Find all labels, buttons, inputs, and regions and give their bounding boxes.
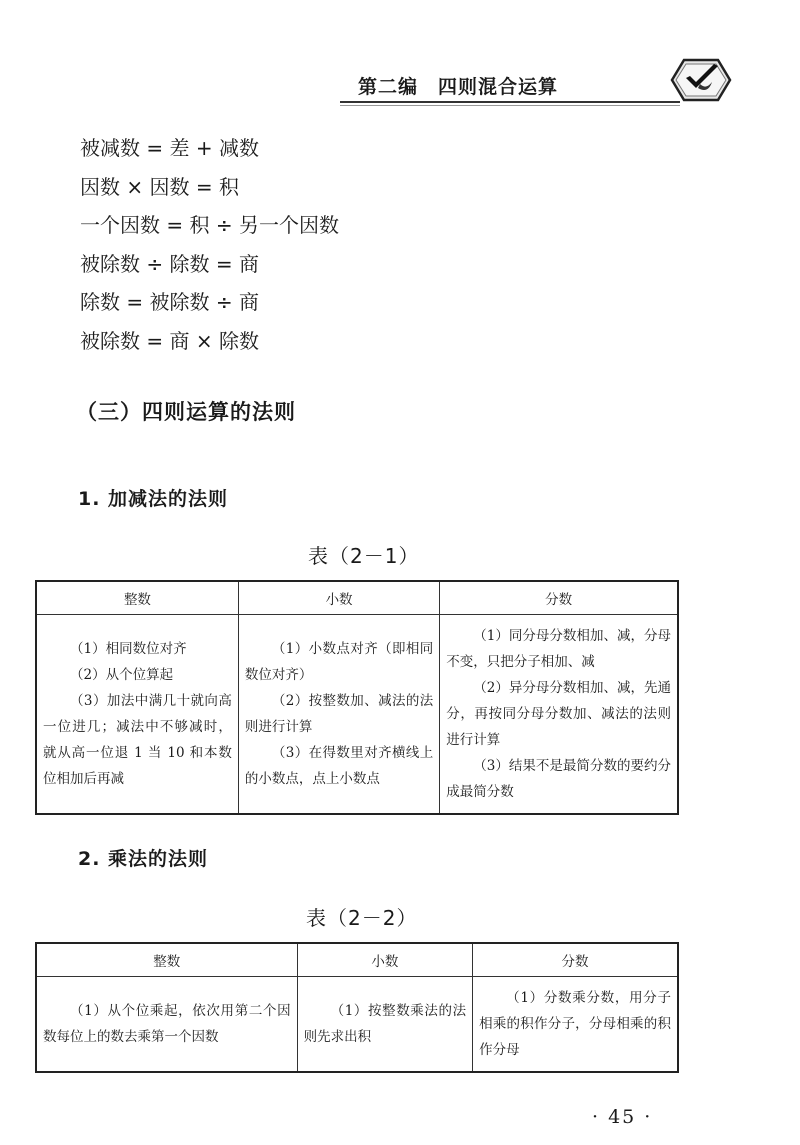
rule-item: （3）在得数里对齐横线上的小数点，点上小数点 (244, 745, 434, 787)
rule-item: （1）从个位乘起，依次用第二个因数每位上的数去乘第一个因数 (43, 1003, 291, 1045)
subsection-title: 1. 加减法的法则 (78, 488, 229, 510)
column-header-fraction: 分数 (440, 581, 678, 615)
table-header-row (36, 581, 678, 615)
rule-item: （2）异分母分数相加、减，先通分，再按同分母分数加、减法的法则进行计算 (446, 680, 671, 748)
formula-line: 一个因数 = 积 ÷ 另一个因数 (80, 213, 339, 237)
rule-item: （2）从个位算起 (70, 667, 174, 683)
formula-line: 除数 = 被除数 ÷ 商 (80, 290, 259, 314)
header-rule (340, 101, 680, 103)
cell-decimal-rules (297, 977, 473, 1073)
rule-item: （1）按整数乘法的法则先求出积 (303, 1003, 467, 1045)
column-header-decimal: 小数 (238, 581, 439, 615)
header-rule-thin (340, 105, 680, 106)
multiplication-rules-table (35, 942, 679, 1073)
formula-line: 被除数 ÷ 除数 = 商 (80, 251, 259, 276)
rule-item: （3）结果不是最简分数的要约分成最简分数 (446, 758, 671, 800)
rule-item: （2）按整数加、减法的法则进行计算 (244, 693, 434, 735)
formula-list (80, 134, 339, 365)
rule-item: （1）分数乘分数，用分子相乘的积作分子，分母相乘的积作分母 (479, 990, 671, 1058)
cell-integer-rules (36, 977, 297, 1073)
formula-line: 被除数 = 商 × 除数 (80, 328, 259, 353)
rule-item: （1）小数点对齐（即相同数位对齐） (244, 641, 434, 683)
column-header-integer: 整数 (36, 943, 297, 977)
column-header-integer: 整数 (36, 581, 238, 615)
addition-subtraction-rules-table (35, 580, 679, 815)
header-title: 第二编 四则混合运算 (358, 76, 559, 98)
table-header-row (36, 943, 678, 977)
subsection-title: 2. 乘法的法则 (78, 848, 209, 870)
cell-fraction-rules (473, 977, 678, 1073)
rule-item: （1）同分母分数相加、减，分母不变，只把分子相加、减 (446, 628, 671, 670)
column-header-fraction: 分数 (473, 943, 678, 977)
table-caption: 表（2－1） (308, 544, 420, 568)
formula-line: 因数 × 因数 = 积 (80, 174, 239, 199)
table-row (36, 615, 678, 815)
cell-integer-rules (36, 615, 238, 815)
rule-item: （1）相同数位对齐 (70, 641, 187, 657)
page-header (340, 64, 735, 104)
table-row (36, 977, 678, 1073)
page-number: · 45 · (592, 1106, 653, 1128)
checkmark-hexagon-logo (662, 54, 734, 106)
rule-item: （3）加法中满几十就向高一位进几；减法中不够减时，就从高一位退 1 当 10 和本数位相加后再减 (43, 693, 232, 787)
cell-fraction-rules (440, 615, 678, 815)
column-header-decimal: 小数 (297, 943, 473, 977)
cell-decimal-rules (238, 615, 439, 815)
section-title: （三）四则运算的法则 (76, 400, 296, 424)
formula-line: 被减数 = 差 + 减数 (80, 136, 259, 160)
table-caption: 表（2－2） (306, 906, 418, 930)
